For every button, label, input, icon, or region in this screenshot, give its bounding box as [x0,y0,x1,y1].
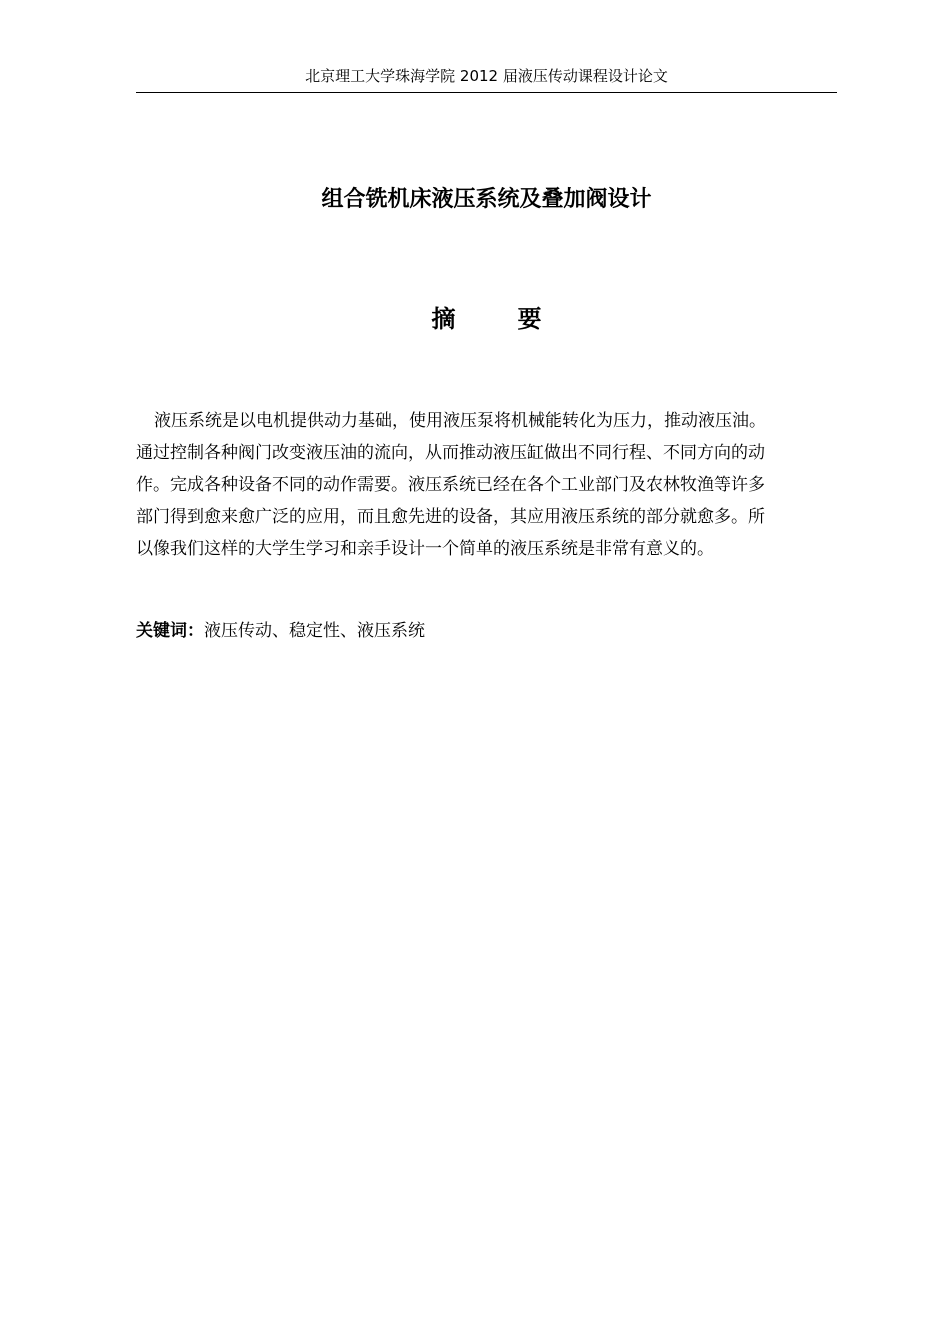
document-title: 组合铣机床液压系统及叠加阀设计 [321,187,652,212]
keywords-label: 关键词： [136,621,204,641]
abstract-line: 液压系统是以电机提供动力基础，使用液压泵将机械能转化为压力，推动液压油。 [154,411,766,431]
abstract-heading-char-2: 要 [517,305,542,333]
abstract-line: 部门得到愈来愈广泛的应用，而且愈先进的设备，其应用液压系统的部分就愈多。所 [136,507,765,527]
abstract-line: 通过控制各种阀门改变液压油的流向，从而推动液压缸做出不同行程、不同方向的动 [136,443,765,463]
abstract-line: 作。完成各种设备不同的动作需要。液压系统已经在各个工业部门及农林牧渔等许多 [136,475,765,495]
abstract-line: 以像我们这样的大学生学习和亲手设计一个简单的液压系统是非常有意义的。 [136,539,714,559]
keywords-value: 液压传动、稳定性、液压系统 [204,621,425,641]
header-rule [136,92,837,93]
abstract-heading-char-1: 摘 [431,305,456,333]
abstract-paragraph [136,405,837,565]
abstract-heading [136,303,837,335]
keywords-line [136,617,837,645]
running-header: 北京理工大学珠海学院 2012 届液压传动课程设计论文 [305,67,668,85]
